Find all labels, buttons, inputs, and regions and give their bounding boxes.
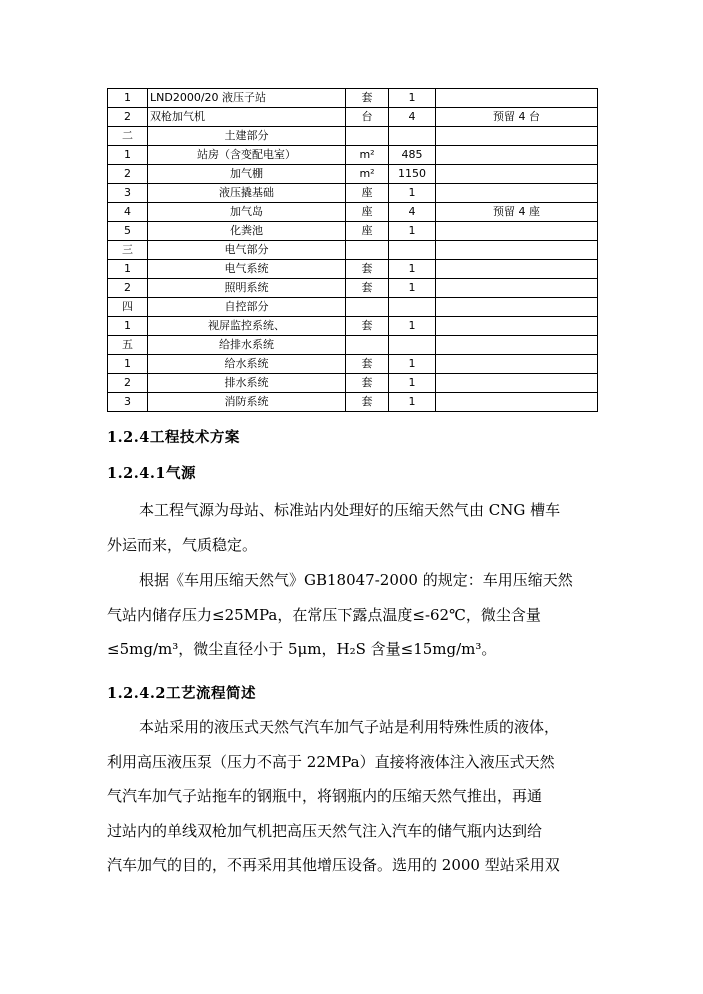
equipment-table: [107, 88, 598, 412]
table-row: [108, 89, 598, 108]
cell-remark: [436, 184, 598, 203]
table-row: [108, 241, 598, 260]
cell-quantity: 1150: [389, 165, 436, 184]
cell-quantity: 4: [389, 203, 436, 222]
paragraph-line: 汽车加气的目的，不再采用其他增压设备。选用的 2000 型站采用双: [107, 856, 560, 874]
cell-quantity: 1: [389, 260, 436, 279]
cell-item-name: 电气部分: [148, 241, 346, 260]
cell-index: 3: [108, 393, 148, 412]
cell-item-name: 给排水系统: [148, 336, 346, 355]
cell-remark: [436, 279, 598, 298]
cell-quantity: 1: [389, 317, 436, 336]
paragraph-line: 外运而来，气质稳定。: [107, 535, 258, 554]
cell-unit: 套: [346, 393, 389, 412]
table-row: [108, 222, 598, 241]
process-paragraph: [107, 710, 603, 883]
cell-item-name: LND2000/20 液压子站: [148, 89, 346, 108]
cell-quantity: [389, 241, 436, 260]
cell-item-name: 照明系统: [148, 279, 346, 298]
table-row: [108, 108, 598, 127]
cell-remark: [436, 127, 598, 146]
cell-remark: [436, 374, 598, 393]
cell-item-name: 站房（含变配电室）: [148, 146, 346, 165]
cell-remark: [436, 146, 598, 165]
cell-quantity: 1: [389, 279, 436, 298]
cell-remark: [436, 298, 598, 317]
section-heading-1-2-4: 1.2.4工程技术方案: [107, 429, 240, 446]
cell-quantity: 1: [389, 355, 436, 374]
cell-remark: [436, 393, 598, 412]
cell-item-name: 液压撬基础: [148, 184, 346, 203]
section-heading-1-2-4-1: 1.2.4.1气源: [107, 465, 197, 482]
cell-index: 三: [108, 241, 148, 260]
cell-index: 2: [108, 279, 148, 298]
cell-item-name: 消防系统: [148, 393, 346, 412]
cell-quantity: 1: [389, 374, 436, 393]
cell-remark: [436, 336, 598, 355]
cell-quantity: 1: [389, 184, 436, 203]
cell-index: 1: [108, 260, 148, 279]
gas-source-paragraph-1: [107, 493, 603, 562]
table-row: [108, 317, 598, 336]
cell-item-name: 双枪加气机: [148, 108, 346, 127]
table-row: [108, 298, 598, 317]
cell-index: 1: [108, 355, 148, 374]
table-row: [108, 336, 598, 355]
cell-index: 五: [108, 336, 148, 355]
cell-index: 4: [108, 203, 148, 222]
cell-unit: 套: [346, 279, 389, 298]
section-heading-1-2-4-2: 1.2.4.2工艺流程简述: [107, 685, 257, 702]
paragraph-line: 过站内的单线双枪加气机把高压天然气注入汽车的储气瓶内达到给: [107, 821, 543, 840]
cell-quantity: 1: [389, 393, 436, 412]
cell-quantity: 1: [389, 89, 436, 108]
table-row: [108, 260, 598, 279]
cell-index: 2: [108, 108, 148, 127]
cell-unit: 套: [346, 89, 389, 108]
cell-unit: [346, 298, 389, 317]
cell-remark: [436, 89, 598, 108]
paragraph-line: 气站内储存压力≤25MPa，在常压下露点温度≤-62℃，微尘含量: [107, 605, 541, 624]
cell-unit: [346, 127, 389, 146]
table-row: [108, 146, 598, 165]
cell-unit: [346, 241, 389, 260]
cell-quantity: [389, 127, 436, 146]
table-row: [108, 355, 598, 374]
paragraph-line: 气汽车加气子站拖车的钢瓶中，将钢瓶内的压缩天然气推出，再通: [107, 787, 543, 805]
table-row: [108, 165, 598, 184]
cell-remark: [436, 317, 598, 336]
cell-unit: 台: [346, 108, 389, 127]
cell-remark: 预留 4 座: [436, 203, 598, 222]
cell-quantity: 485: [389, 146, 436, 165]
cell-unit: m²: [346, 165, 389, 184]
cell-remark: [436, 241, 598, 260]
cell-index: 5: [108, 222, 148, 241]
cell-item-name: 给水系统: [148, 355, 346, 374]
cell-quantity: 1: [389, 222, 436, 241]
gas-source-paragraph-2: [107, 563, 603, 667]
table-row: [108, 203, 598, 222]
cell-index: 二: [108, 127, 148, 146]
cell-quantity: 4: [389, 108, 436, 127]
cell-index: 2: [108, 374, 148, 393]
paragraph-line: 本工程气源为母站、标准站内处理好的压缩天然气由 CNG 槽车: [139, 501, 561, 519]
paragraph-line: ≤5mg/m³，微尘直径小于 5μm，H₂S 含量≤15mg/m³。: [107, 640, 497, 658]
cell-index: 3: [108, 184, 148, 203]
table-row: [108, 279, 598, 298]
cell-remark: 预留 4 台: [436, 108, 598, 127]
cell-quantity: [389, 336, 436, 355]
equipment-table-body: [108, 89, 598, 412]
cell-item-name: 排水系统: [148, 374, 346, 393]
table-row: [108, 393, 598, 412]
cell-item-name: 电气系统: [148, 260, 346, 279]
cell-item-name: 加气岛: [148, 203, 346, 222]
cell-item-name: 自控部分: [148, 298, 346, 317]
cell-remark: [436, 260, 598, 279]
paragraph-line: 本站采用的液压式天然气汽车加气子站是利用特殊性质的液体，: [139, 718, 560, 736]
table-row: [108, 184, 598, 203]
paragraph-line: 利用高压液压泵（压力不高于 22MPa）直接将液体注入液压式天然: [107, 752, 555, 771]
cell-unit: 套: [346, 317, 389, 336]
cell-remark: [436, 222, 598, 241]
cell-item-name: 土建部分: [148, 127, 346, 146]
cell-index: 四: [108, 298, 148, 317]
cell-item-name: 加气棚: [148, 165, 346, 184]
cell-item-name: 视屏监控系统、: [148, 317, 346, 336]
cell-unit: 套: [346, 374, 389, 393]
cell-index: 2: [108, 165, 148, 184]
cell-index: 1: [108, 146, 148, 165]
cell-index: 1: [108, 89, 148, 108]
table-row: [108, 127, 598, 146]
cell-unit: 套: [346, 355, 389, 374]
cell-unit: 座: [346, 203, 389, 222]
table-row: [108, 374, 598, 393]
cell-unit: m²: [346, 146, 389, 165]
cell-remark: [436, 355, 598, 374]
cell-remark: [436, 165, 598, 184]
cell-unit: 套: [346, 260, 389, 279]
cell-unit: 座: [346, 184, 389, 203]
cell-unit: [346, 336, 389, 355]
cell-unit: 座: [346, 222, 389, 241]
cell-item-name: 化粪池: [148, 222, 346, 241]
paragraph-line: 根据《车用压缩天然气》GB18047-2000 的规定：车用压缩天然: [139, 571, 573, 589]
cell-index: 1: [108, 317, 148, 336]
cell-quantity: [389, 298, 436, 317]
